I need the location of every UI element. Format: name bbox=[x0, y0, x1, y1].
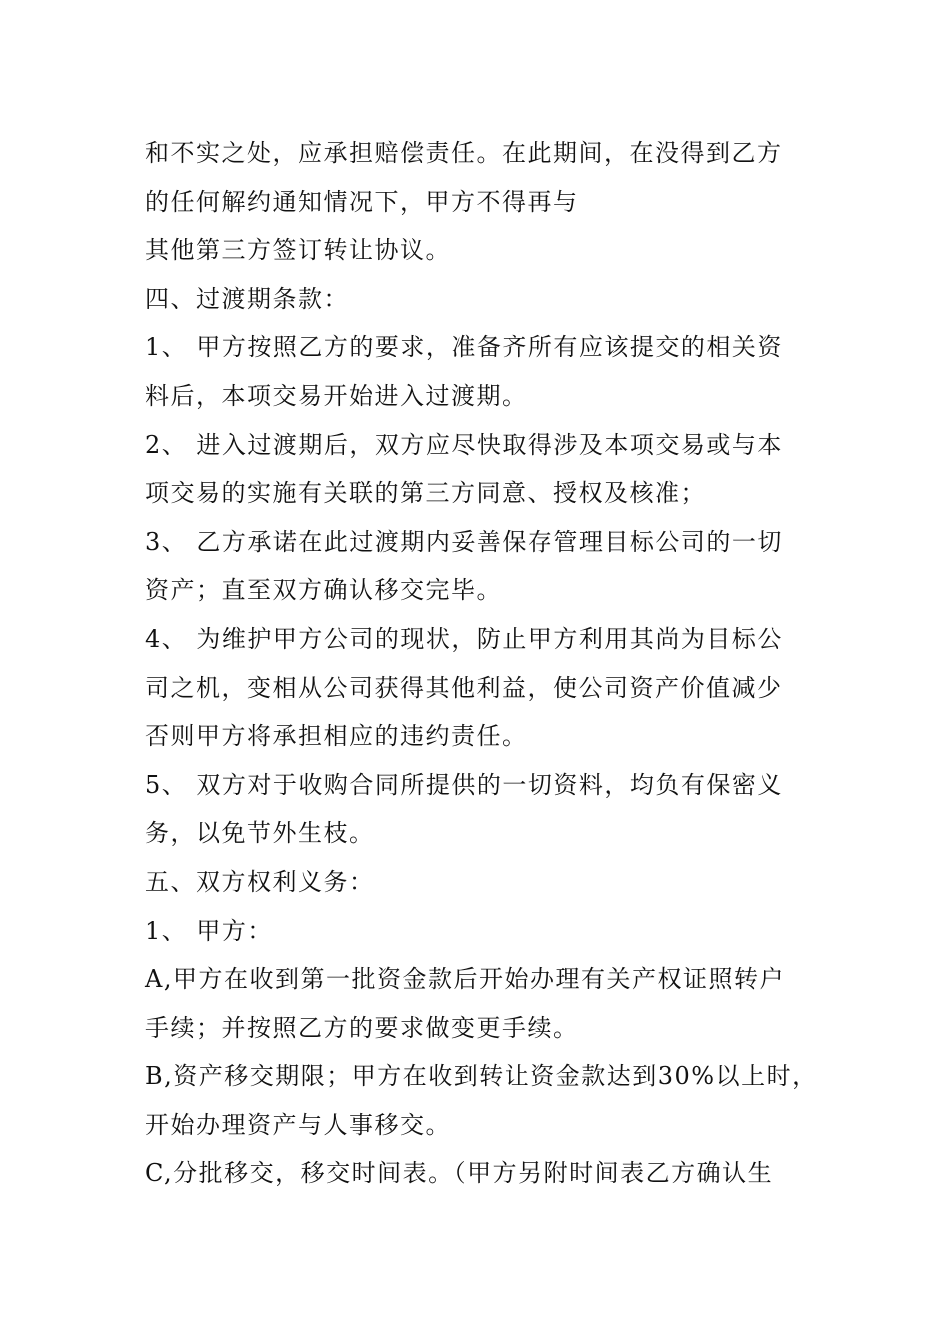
text-line: C,分批移交，移交时间表。（甲方另附时间表乙方确认生 bbox=[145, 1159, 774, 1188]
text-line: 2、 进入过渡期后，双方应尽快取得涉及本项交易或与本 bbox=[145, 430, 783, 459]
text-line: 的任何解约通知情况下，甲方不得再与 bbox=[145, 187, 579, 216]
text-line: 5、 双方对于收购合同所提供的一切资料，均负有保密义 bbox=[145, 770, 783, 799]
document-page bbox=[145, 129, 818, 1198]
text-line: 司之机，变相从公司获得其他利益，使公司资产价值减少 bbox=[145, 673, 783, 702]
text-line: 4、 为维护甲方公司的现状，防止甲方利用其尚为目标公 bbox=[145, 624, 783, 653]
section-heading: 五、双方权利义务： bbox=[145, 867, 375, 896]
section-heading: 四、过渡期条款： bbox=[145, 284, 349, 313]
text-line: 其他第三方签订转让协议。 bbox=[145, 236, 451, 265]
text-line: 务，以免节外生枝。 bbox=[145, 819, 375, 848]
text-line: 1、 甲方按照乙方的要求，准备齐所有应该提交的相关资 bbox=[145, 333, 783, 362]
text-line: 资产；直至双方确认移交完毕。 bbox=[145, 576, 502, 605]
text-line: 否则甲方将承担相应的违约责任。 bbox=[145, 722, 528, 751]
text-line: 料后，本项交易开始进入过渡期。 bbox=[145, 381, 528, 410]
text-line: 3、 乙方承诺在此过渡期内妥善保存管理目标公司的一切 bbox=[145, 527, 783, 556]
text-line: 手续；并按照乙方的要求做变更手续。 bbox=[145, 1013, 579, 1042]
text-line: B,资产移交期限；甲方在收到转让资金款达到30%以上时， bbox=[145, 1062, 818, 1091]
text-line: 1、 甲方： bbox=[145, 916, 273, 945]
text-line: A,甲方在收到第一批资金款后开始办理有关产权证照转户 bbox=[145, 965, 785, 994]
text-line: 和不实之处，应承担赔偿责任。在此期间，在没得到乙方 bbox=[145, 139, 783, 167]
text-line: 开始办理资产与人事移交。 bbox=[145, 1110, 451, 1139]
text-line: 项交易的实施有关联的第三方同意、授权及核准； bbox=[145, 479, 706, 508]
